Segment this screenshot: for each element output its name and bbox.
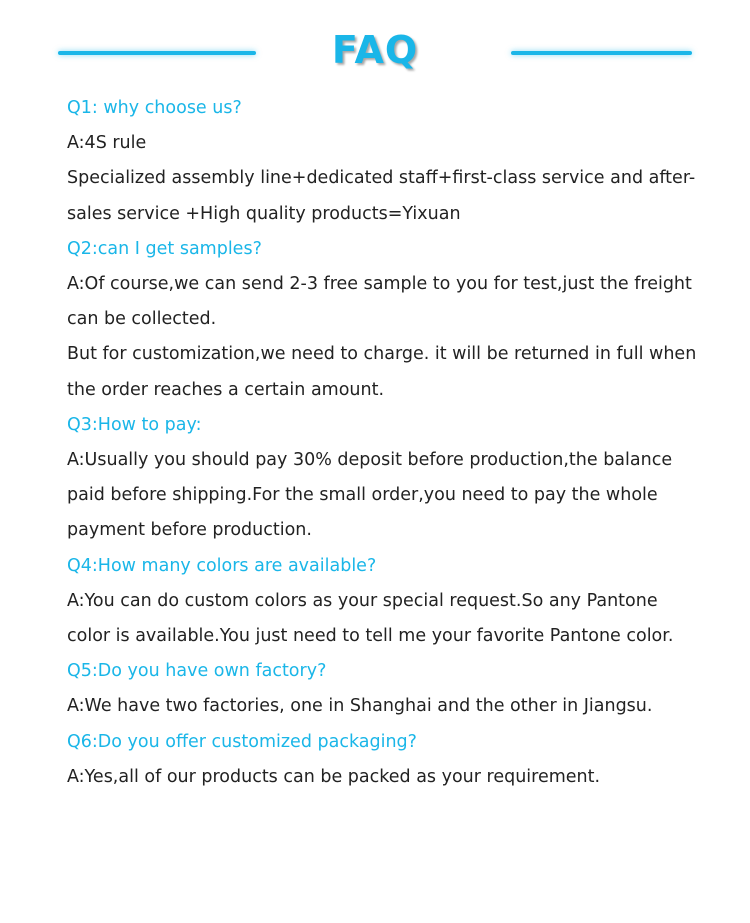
faq-answer-4a: A:You can do custom colors as your special request.So any Pantone color is available.You just need to tell me your favorite Pantone color. <box>67 590 674 647</box>
faq-list <box>67 91 697 795</box>
faq-answer-3a: A:Usually you should pay 30% deposit before production,the balance paid before shipping.For the small order,you need to pay the whole payment before production. <box>67 450 673 541</box>
faq-answer-2a: A:Of course,we can send 2-3 free sample to you for test,just the freight can be collected. <box>67 274 692 330</box>
faq-item-4 <box>67 549 697 655</box>
faq-question-1: Q1: why choose us? <box>67 98 242 118</box>
faq-question-2: Q2:can I get samples? <box>67 238 262 259</box>
faq-item-6 <box>67 725 697 795</box>
faq-question-4: Q4:How many colors are available? <box>67 555 377 576</box>
faq-answer-2b: But for customization,we need to charge. it will be returned in full when the order reaches a certain amount. <box>67 344 697 400</box>
faq-answer-5a: A:We have two factories, one in Shanghai and the other in Jiangsu. <box>67 696 653 717</box>
header-divider-right <box>511 51 692 55</box>
page-title: FAQ <box>331 28 419 72</box>
faq-answer-6a: A:Yes,all of our products can be packed as your requirement. <box>67 766 601 787</box>
faq-item-5 <box>67 654 697 724</box>
faq-answer-1a: A:4S rule <box>67 133 147 154</box>
faq-item-1 <box>67 91 697 232</box>
faq-question-3: Q3:How to pay: <box>67 414 202 435</box>
faq-answer-1b: Specialized assembly line+dedicated staff+first-class service and after-sales service +High quality products=Yixuan <box>67 168 696 224</box>
faq-question-5: Q5:Do you have own factory? <box>67 661 327 682</box>
faq-question-6: Q6:Do you offer customized packaging? <box>67 731 417 752</box>
faq-item-3 <box>67 408 697 549</box>
faq-item-2 <box>67 232 697 408</box>
